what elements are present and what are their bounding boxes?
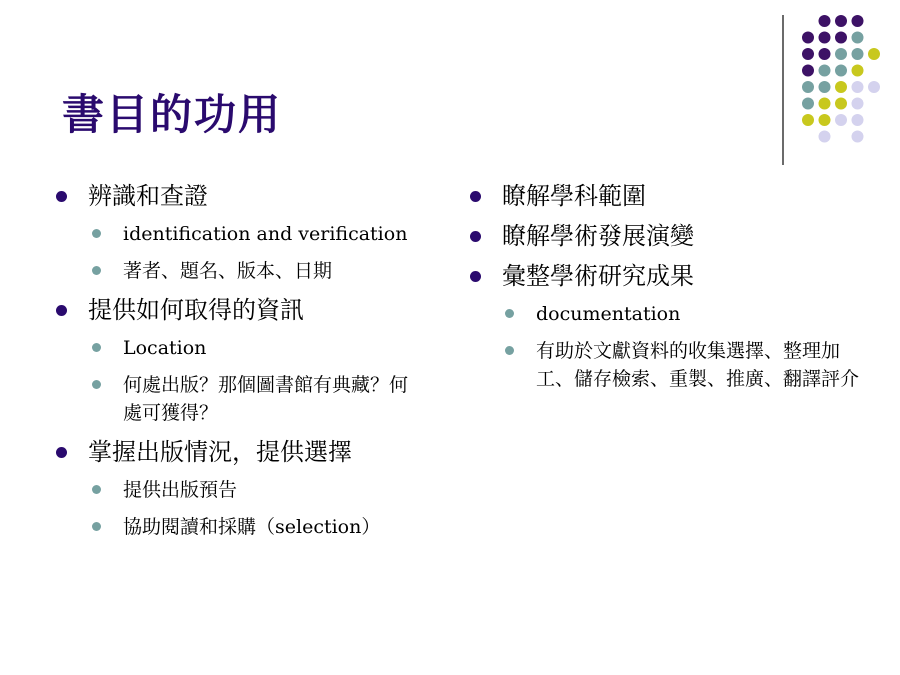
decorative-dot (819, 131, 831, 143)
bullet-item (466, 260, 886, 292)
bullet-item (52, 180, 452, 212)
sub-bullet-text: 有助於文獻資料的收集選擇、整理加工、儲存檢索、重製、推廣、翻譯評介 (536, 340, 860, 390)
decorative-dot (852, 32, 864, 44)
decorative-dot (819, 48, 831, 60)
bullet-dot-icon (56, 305, 67, 316)
right-column (466, 180, 886, 402)
decorative-dot (852, 65, 864, 77)
sub-bullet-item (466, 300, 886, 328)
decorative-dot (868, 48, 880, 60)
decorative-dot (819, 81, 831, 93)
decorative-dot (852, 48, 864, 60)
left-column (52, 180, 452, 550)
decorative-dot (835, 81, 847, 93)
decorative-dot (819, 32, 831, 44)
bullet-dot-icon (470, 231, 481, 242)
sub-bullet-text: Location (123, 337, 207, 359)
bullet-item (466, 220, 886, 252)
decorative-dot (819, 98, 831, 110)
bullet-item (466, 180, 886, 212)
decorative-dot (819, 65, 831, 77)
bullet-text: 瞭解學術發展演變 (502, 222, 694, 250)
decorative-dot (802, 65, 814, 77)
bullet-dot-icon (470, 191, 481, 202)
bullet-text: 掌握出版情況，提供選擇 (88, 438, 352, 466)
sub-bullet-dot-icon (505, 309, 514, 318)
sub-bullet-dot-icon (505, 346, 514, 355)
bullet-text: 彙整學術研究成果 (502, 262, 694, 290)
decorative-dot (802, 98, 814, 110)
sub-bullet-dot-icon (92, 485, 101, 494)
sub-bullet-item (52, 257, 452, 285)
sub-bullet-text: 提供出版預告 (123, 479, 238, 501)
decorative-dot (835, 48, 847, 60)
bullet-item (52, 436, 452, 468)
bullet-dot-icon (56, 191, 67, 202)
decorative-dot (802, 114, 814, 126)
decorative-dot (819, 15, 831, 27)
bullet-text: 辨識和查證 (88, 182, 208, 210)
sub-bullet-dot-icon (92, 229, 101, 238)
bullet-text: 提供如何取得的資訊 (88, 296, 304, 324)
bullet-item (52, 294, 452, 326)
bullet-text: 瞭解學科範圍 (502, 182, 646, 210)
sub-bullet-dot-icon (92, 380, 101, 389)
sub-bullet-text: identification and verification (123, 223, 408, 245)
decorative-dot (835, 32, 847, 44)
sub-bullet-dot-icon (92, 343, 101, 352)
sub-bullet-item (466, 337, 876, 393)
bullet-dot-icon (56, 447, 67, 458)
decorative-dot (852, 131, 864, 143)
sub-bullet-item (52, 476, 452, 504)
slide-title: 書目的功用 (62, 90, 283, 139)
sub-bullet-dot-icon (92, 266, 101, 275)
decorative-dot-grid (0, 0, 900, 200)
decorative-dot (835, 98, 847, 110)
decorative-dot (802, 32, 814, 44)
decorative-dot (852, 81, 864, 93)
sub-bullet-text: 何處出版？那個圖書館有典藏？何處可獲得？ (123, 374, 409, 424)
sub-bullet-item (52, 220, 452, 248)
sub-bullet-item (52, 334, 452, 362)
decorative-dot (852, 98, 864, 110)
sub-bullet-item (52, 513, 452, 541)
sub-bullet-dot-icon (92, 522, 101, 531)
decorative-dot (852, 114, 864, 126)
sub-bullet-text: documentation (536, 303, 681, 325)
decorative-dot (819, 114, 831, 126)
decorative-dot (802, 81, 814, 93)
decorative-dot (868, 81, 880, 93)
sub-bullet-text: 協助閱讀和採購（selection） (123, 516, 381, 538)
decorative-dot (835, 114, 847, 126)
decorative-dot (835, 65, 847, 77)
decorative-dot (802, 48, 814, 60)
bullet-dot-icon (470, 271, 481, 282)
sub-bullet-text: 著者、題名、版本、日期 (123, 260, 333, 282)
decorative-dot (852, 15, 864, 27)
sub-bullet-item (52, 371, 423, 427)
decorative-dot (835, 15, 847, 27)
